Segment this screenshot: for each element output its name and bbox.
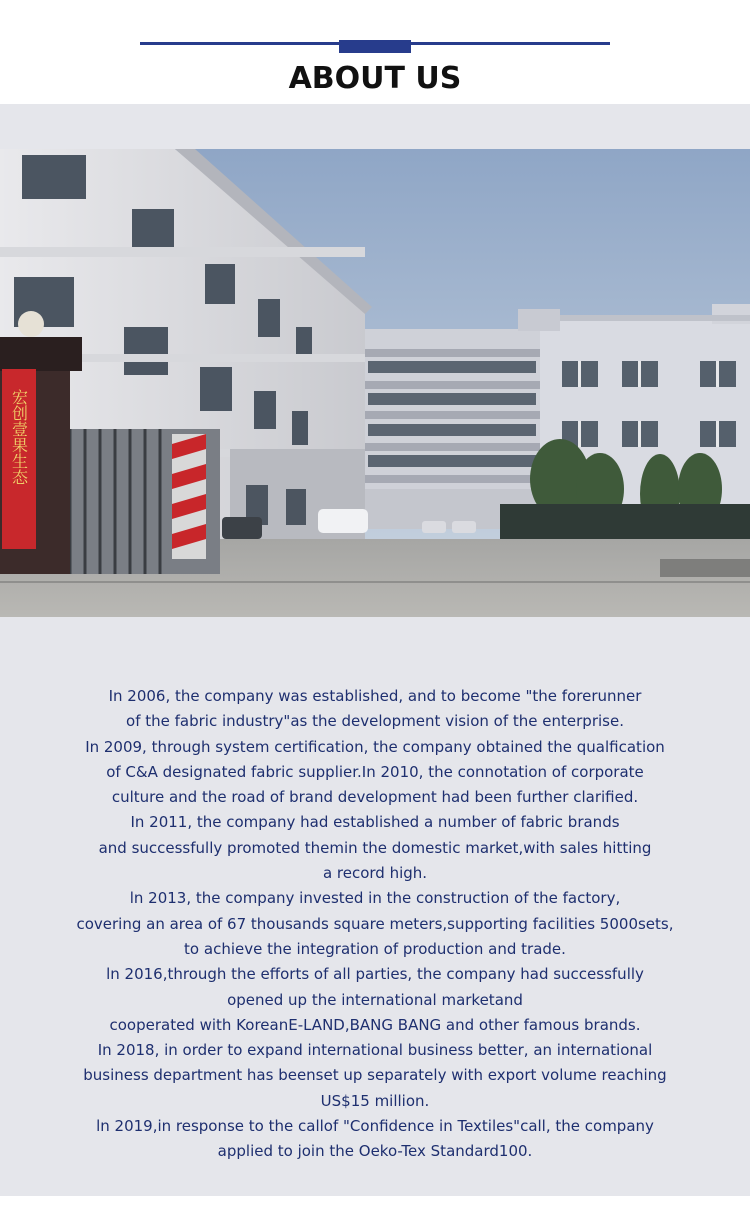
history-line: cooperated with KoreanE-LAND,BANG BANG and other famous brands. xyxy=(109,1015,641,1034)
history-line: In 2009, through system certification, the company obtained the qualfication xyxy=(85,737,665,756)
history-line: In 2006, the company was established, and to become "the forerunner xyxy=(108,687,642,705)
history-line: In 2018, in order to expand international business better, an international xyxy=(97,1041,653,1060)
history-line: covering an area of 67 thousands square meters,supporting facilities 5000sets, xyxy=(76,914,674,933)
history-line: ln 2019,in response to the callof "Confidence in Textiles"call, the company xyxy=(96,1117,654,1136)
factory-photo xyxy=(0,149,750,617)
history-line: In 2011, the company had established a number of fabric brands xyxy=(130,813,620,832)
history-line: ln 2013, the company invested in the construction of the factory, xyxy=(129,889,621,908)
gate-pillar xyxy=(0,311,82,574)
history-line: to achieve the integration of production and trade. xyxy=(184,939,566,958)
history-line: business department has beenset up separately with export volume reaching xyxy=(83,1066,667,1085)
middle-building xyxy=(360,309,560,529)
history-line: US$15 million. xyxy=(320,1091,430,1110)
page-title: ABOUT US xyxy=(288,61,462,96)
gate-sign: 宏创壹果生态 xyxy=(9,389,29,485)
history-line: culture and the road of brand development had been further clarified. xyxy=(111,788,639,807)
history-line: ln 2016,through the efforts of all parties, the company had successfully xyxy=(106,965,644,984)
company-history xyxy=(0,684,750,1165)
history-line: applied to join the Oeko-Tex Standard100. xyxy=(217,1142,533,1161)
history-line: a record high. xyxy=(322,864,428,883)
history-line: of C&A designated fabric supplier.In 2010, the connotation of corporate xyxy=(106,762,644,781)
history-line: opened up the international marketand xyxy=(227,990,523,1009)
history-line: of the fabric industry"as the development vision of the enterprise. xyxy=(126,712,624,731)
title-divider-accent xyxy=(339,40,411,53)
sliding-gate xyxy=(60,429,220,574)
section-header xyxy=(0,0,750,104)
history-line: and successfully promoted themin the domestic market,with sales hitting xyxy=(98,838,652,857)
content-panel xyxy=(0,104,750,1196)
